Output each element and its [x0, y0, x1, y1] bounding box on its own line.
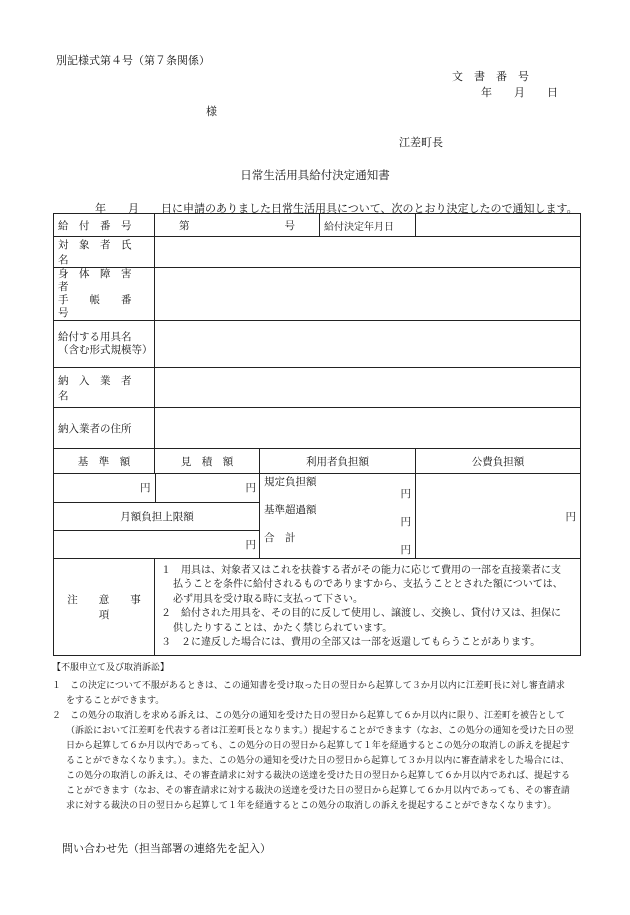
row-amount-headers: [54, 449, 581, 474]
vendor-value: [155, 368, 581, 408]
recipient-suffix: 様: [206, 105, 217, 118]
row-vendor: [54, 368, 581, 408]
document-title: 日常生活用具給付決定通知書: [240, 168, 390, 182]
document-number-label: 文 書 番 号: [452, 70, 529, 83]
item-label: 給付する用具名 （含む形式規模等）: [54, 321, 155, 368]
appeal-item-2-cont-3: ることができなくなります。）。また、この処分の通知を受けた日の翌日から起算して３か月以内に審査請求をした場合には、: [66, 756, 570, 766]
appeal-item-1: １ この決定について不服があるときは、この通知書を受け取った日の翌日から起算して３か月以内に江差町長に対し審査請求: [52, 681, 565, 691]
date-label: 年 月 日: [481, 86, 558, 99]
row-vendor-address: [54, 408, 581, 449]
handbook-value: [155, 268, 581, 321]
target-name-value: [155, 237, 581, 268]
intro-text: 年 月 日に申請のありました日常生活用具について、次のとおり決定したので通知します。: [95, 202, 578, 215]
note-2-cont: 供したりすることは、かたく禁じられています。: [173, 622, 393, 634]
appeal-item-2: ２ この処分の取消しを求める訴えは、この処分の通知を受けた日の翌日から起算して６か月以内に限り、江差町を被告として: [52, 711, 566, 721]
public-burden-header: 公費負担額: [416, 449, 581, 474]
appeal-item-2-cont-1: （訴訟において江差町を代表する者は江差町長となります。）提起することができます（なお、この処分の通知を受けた日の翌: [66, 726, 574, 736]
decision-date-value: [416, 214, 581, 237]
notes-label: 注 意 事 項: [54, 559, 155, 656]
row-handbook: [54, 268, 581, 321]
user-burden-header: 利用者負担額: [260, 449, 416, 474]
excess-amount: 基準超過額 円: [264, 504, 411, 528]
row-grant-number: [54, 214, 581, 237]
grant-number-label: 給 付 番 号: [54, 214, 155, 237]
monthly-limit-value: 円: [245, 538, 256, 551]
appeal-item-2-cont-6: 求に対する裁決の日の翌日から起算して１年を経過するとこの処分の取消しの訴えを提起することができなくなります）。: [66, 801, 557, 811]
note-1-cont2: 必ず用具を受け取る時に支払って下さい。: [173, 593, 363, 605]
estimate-value: 円: [155, 474, 260, 502]
row-target-name: [54, 237, 581, 268]
row-amount-values: [54, 474, 581, 559]
item-value: [155, 321, 581, 368]
base-amount-header: 基 準 額: [54, 449, 155, 474]
appeal-item-1-cont: をすることができます。: [66, 696, 165, 706]
vendor-address-value: [155, 408, 581, 449]
decision-table: [53, 213, 581, 656]
appeal-heading: 【不服申立て及び取消訴訟】: [52, 663, 170, 673]
note-2: ２ 給付された用具を、その目的に反して使用し、譲渡し、交換し、貸付け又は、担保に: [161, 608, 561, 619]
handbook-label: 身 体 障 害 者 手 帳 番 号: [54, 268, 155, 321]
appeal-item-2-cont-4: この処分の取消しの訴えは、その審査請求に対する裁決の送達を受けた日の翌日から起算して６か月以内であれば、提起する: [66, 771, 571, 781]
row-item: [54, 321, 581, 368]
note-1-cont: 払うことを条件に給付されるものでありますから、支払うこととされた額については、: [173, 579, 563, 590]
public-burden-value: 円: [416, 474, 581, 559]
user-burden-block: [260, 474, 416, 559]
grant-number-value: 第 号: [155, 214, 320, 237]
form-number: 別記様式第４号（第７条関係）: [56, 54, 210, 67]
base-amount-value: 円: [54, 474, 155, 502]
estimate-header: 見 積 額: [155, 449, 260, 474]
user-total: 合 計 円: [264, 532, 411, 556]
appeal-section: [52, 661, 592, 814]
notes-content: [155, 559, 581, 656]
note-1: １ 用具は、対象者又はこれを扶養する者がその能力に応じて費用の一部を直接業者に支: [161, 564, 561, 576]
vendor-address-label: 納入業者の住所: [54, 408, 155, 449]
appeal-item-2-cont-2: 日から起算して６か月以内であっても、この処分の日の翌日から起算して１年を経過するとこの処分の取消しの訴えを提起す: [66, 741, 570, 751]
decision-date-label: 給付決定年月日: [320, 214, 416, 237]
target-name-label: 対 象 者 氏 名: [54, 237, 155, 268]
base-estimate-block: [54, 474, 260, 559]
issuer: 江差町長: [399, 136, 443, 149]
monthly-limit-label: 月額負担上限額: [54, 502, 260, 530]
appeal-item-2-cont-5: ことができます（なお、その審査請求に対する裁決の送達を受けた日の翌日から起算して６か月以内であっても、その審査請: [66, 786, 570, 796]
vendor-label: 納 入 業 者 名: [54, 368, 155, 408]
row-notes: [54, 559, 581, 656]
note-3: ３ ２に違反した場合には、費用の全部又は一部を返還してもらうことがあります。: [161, 637, 541, 648]
fixed-burden: 規定負担額 円: [264, 476, 411, 500]
contact-info: 問い合わせ先（担当部署の連絡先を記入）: [62, 842, 271, 855]
